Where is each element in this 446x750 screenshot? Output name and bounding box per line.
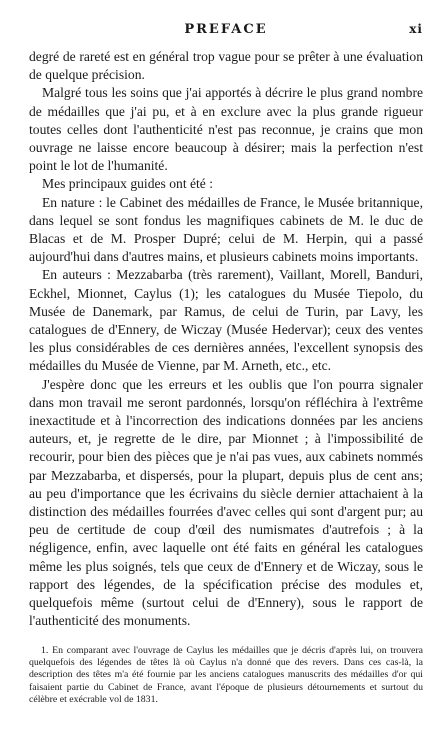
book-page	[29, 20, 423, 707]
paragraph-en-nature: En nature : le Cabinet des médailles de France, le Musée britannique, dans lequel se sont fondus les magnifiques cabinets de M. le duc de Blacas et de M. Prosper Dupré; celui de M. Herpin, qui a passé aujourd'hui dans d'autres mains, et plusieurs cabinets moins importants.	[29, 194, 423, 265]
body-text	[29, 48, 423, 631]
footnote-1: 1. En comparant avec l'ouvrage de Caylus les médailles que je décris d'après lui, on trouvera quelquefois des légendes de têtes là où Caylus n'a donné que des revers. Dans ces cas-là, la description des têtes m'a été fournie par les anciens catalogues manuscrits des médailles d'or qui faisaient partie du Cabinet de France, avant l'époque de plusieurs détournements et surtout du célèbre et exécrable vol de 1831.	[29, 644, 423, 706]
footnotes	[29, 645, 423, 707]
paragraph-guides-heading: Mes principaux guides ont été :	[42, 176, 214, 192]
page-number: xi	[409, 22, 423, 36]
paragraph-intro: Malgré tous les soins que j'ai apportés à décrire le plus grand nombre de médailles que j'ai pu, et à en exclure avec la plus grande rigueur toutes celles dont l'authenticité n'est pas reconnue, je crains que mon ouvrage ne laisse encore beaucoup à désirer; mais la perfection n'est point le lot de l'humanité.	[29, 85, 423, 174]
paragraph-conclusion: J'espère donc que les erreurs et les oublis que l'on pourra signaler dans mon travail me seront pardonnés, lorsqu'on réfléchira à l'extrême inexactitude et à l'incorrection des indications données par les anciens auteurs, et, je regrette de le dire, par Mionnet ; à l'impossibilité de recourir, pour bien des pièces que je n'ai pas vues, aux cabinets nommés par Mezzabarba, et dispersés, pour la plupart, depuis plus de cent ans; au peu d'importance que les écrivains du siècle dernier attachaient à la distinction des médailles fourrées d'avec celles qui sont d'argent pur; au peu de certitude de coup d'œil des numismates d'autrefois ; à la négligence, enfin, avec laquelle ont été faits en général les catalogues même les plus soignés, tels que ceux de d'Ennery et de Wiczay, sous le rapport des légendes, de la spécification précise des modules et, quelquefois même (surtout celui de d'Ennery), sous le rapport de l'authenticité des monuments.	[29, 376, 423, 629]
paragraph-continuation: degré de rareté est en général trop vague pour se prêter à une évaluation de quelque précision.	[29, 49, 423, 83]
paragraph-en-auteurs: En auteurs : Mezzabarba (très rarement), Vaillant, Morell, Banduri, Eckhel, Mionnet, Caylus (1); les catalogues du Musée Tiepolo, du Musée de Danemark, par Ramus, de celui de Turin, par Lavy, les catalogues de d'Ennery, de Wiczay (Musée Hedervar); ceux des ventes les plus considérables de ces dernières années, l'excellent synopsis des médailles du Musée de Vienne, par M. Arneth, etc., etc.	[29, 267, 423, 374]
page-title: PREFACE	[184, 22, 268, 37]
running-header	[29, 20, 423, 40]
